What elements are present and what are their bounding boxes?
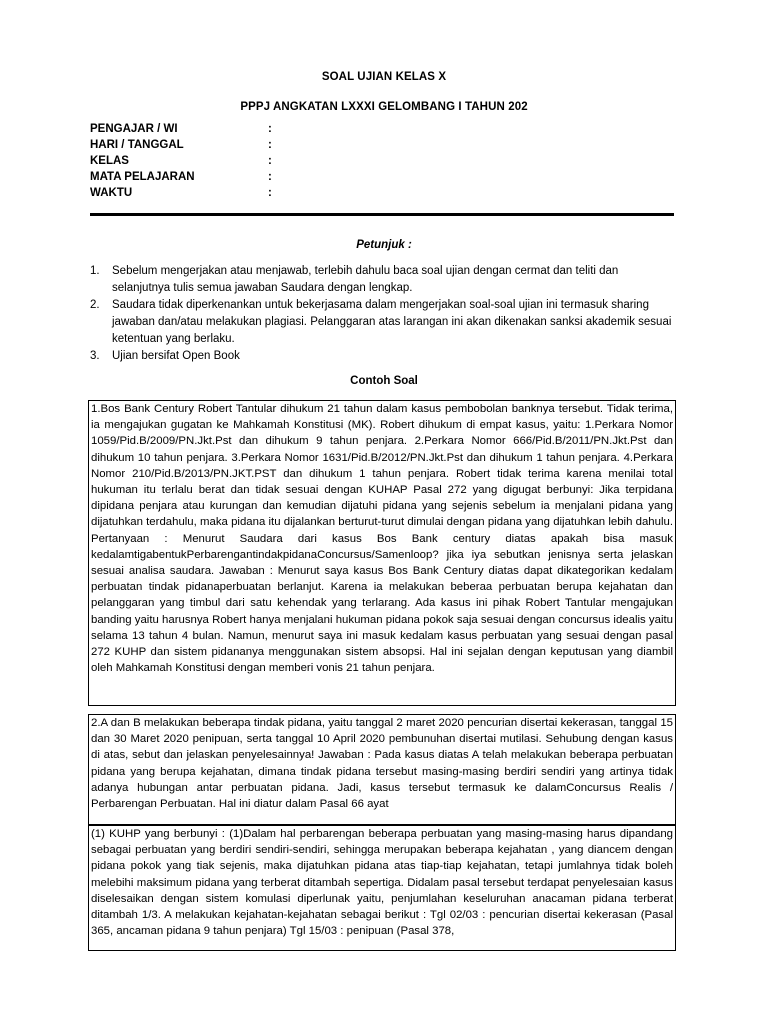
form-label: WAKTU [90,187,133,199]
instruction-item [90,263,674,297]
instruction-text: Ujian bersifat Open Book [112,350,240,362]
instruction-number: 3. [90,350,100,362]
form-row-hari-tanggal [90,137,280,153]
example-question-2-continued: (1) KUHP yang berbunyi : (1)Dalam hal perbarengan beberapa perbuatan yang masing-masing harus dipandang sebagai perbuatan yang berdiri sendiri-sendiri, sehingga merupakan beberapa kejahatan , yang diancem dengan pidana pokok yang tiak sejenis, maka dijatuhkan pidana atas tiap-tiap kejahatan, tetapi jumlahnya tidak boleh melebihi maksimum pidana yang terberat ditambah sepertiga. Didalam pasal tersebut terdapat penyelesaian kasus diselesaikan dengan sistem komulasi diperlunak yaitu, penjumlahan keseluruhan anacaman pidana terberat ditambah 1/3. A melakukan kejahatan-kejahatan sebagai berikut : Tgl 02/03 : pencurian disertai kekerasan (Pasal 365, ancaman pidana 9 tahun penjara) Tgl 15/03 : penipuan (Pasal 378, [88,825,676,951]
instruction-text: Sebelum mengerjakan atau menjawab, terlebih dahulu baca soal ujian dengan cermat dan teliti dan selanjutnya tulis semua jawaban Saudara dengan lengkap. [112,265,619,294]
form-row-waktu [90,185,280,201]
example-question-2: 2.A dan B melakukan beberapa tindak pidana, yaitu tanggal 2 maret 2020 pencurian disertai kekerasan, tanggal 15 dan 30 Maret 2020 penipuan, serta tanggal 10 April 2020 pembunuhan disertai mutilasi. Sehubung dengan kasus di atas, sebut dan jelaskan penyelesainnya! Jawaban : Pada kasus diatas A telah melakukan beberapa perbuatan pidana yang berupa kejahatan, dimana tindak pidana tersebut masing-masing berdiri sendiri yang artinya tidak adanya hubungan antar perbuatan pidana. Jadi, kasus tersebut termasuk ke dalamConcursus Realis / Perbarengan Perbuatan. Hal ini diatur dalam Pasal 66 ayat [88,714,676,825]
form-colon: : [268,155,272,167]
document-subtitle: PPPJ ANGKATAN LXXXI GELOMBANG I TAHUN 202 [240,101,528,113]
form-label: PENGAJAR / WI [90,123,178,135]
form-colon: : [268,123,272,135]
exam-info-form [90,121,280,201]
instruction-number: 2. [90,299,100,311]
instruction-text: Saudara tidak diperkenankan untuk bekerjasama dalam mengerjakan soal-soal ujian ini termasuk sharing jawaban dan/atau melakukan plagiasi. Pelanggaran atas larangan ini akan dikenakan sanksi akademik sesuai ketentuan yang berlaku. [112,299,672,345]
form-colon: : [268,187,272,199]
horizontal-divider [90,213,674,216]
instruction-item [90,297,674,348]
instructions-list [90,263,674,365]
form-colon: : [268,139,272,151]
document-title: SOAL UJIAN KELAS X [321,71,447,83]
instruction-number: 1. [90,265,100,277]
form-row-pengajar [90,121,280,137]
form-label: MATA PELAJARAN [90,171,195,183]
example-heading: Contoh Soal [350,375,418,387]
form-colon: : [268,171,272,183]
form-label: KELAS [90,155,129,167]
form-row-mata-pelajaran [90,169,280,185]
form-row-kelas [90,153,280,169]
example-question-1: 1.Bos Bank Century Robert Tantular dihukum 21 tahun dalam kasus pembobolan banknya tersebut. Tidak terima, ia mengajukan gugatan ke Mahkamah Konstitusi (MK). Robert dihukum di empat kasus, yaitu: 1.Perkara Nomor 1059/Pid.B/2009/PN.Jkt.Pst dan dihukum 9 tahun penjara. 2.Perkara Nomor 666/Pid.B/2011/PN.Jkt.Pst dan dihukum 10 tahun penjara. 3.Perkara Nomor 1631/Pid.B/2012/PN.Jkt.Pst dan dihukum 1 tahun penjara. 4.Perkara Nomor 210/Pid.B/2013/PN.JKT.PST dan dihukum 1 tahun penjara. Robert tidak terima karena menilai total hukuman itu terlalu berat dan tidak sesuai dengan KUHAP Pasal 272 yang digugat berbunyi: Jika terpidana dipidana penjara atau kurungan dan kemudian dijatuhi pidana yang sejenis sebelum ia menjalani pidana yang dijatuhkan terdahulu, maka pidana itu dijalankan berturut-turut dimulai dengan pidana yang dijatuhkan lebih dahulu. Pertanyaan : Menurut Saudara dari kasus Bos Bank century diatas apakah bisa masuk kedalamtigabentukPerbarengantindakpidanaConcursus/Samenloop? jika iya sebutkan jenisnya serta jelaskan sesuai analisa saudara. Jawaban : Menurut saya kasus Bos Bank Century diatas dapat dikategorikan kedalam perbuatan tindak pidanaperbuatan berlanjut. Karena ia melakukan beberaa perbuatan berupa kejahatan dan pelanggaran yang timbul dari satu kehendak yang terlarang. Ada kasus ini pihak Robert Tantular mengajukan banding yaitu harusnya Robert hanya menjalani hukuman pidana pokok saja sesuai dengan concursus idealis yaitu selama 13 tahun 4 bulan. Namun, menurut saya ini masuk kedalam kasus perbuatan yang sesuai dengan pasal 272 KUHP dan sistem pidananya menggunakan sistem absopsi. Hal ini sejalan dengan keputusan yang diambil oleh Mahkamah Konstitusi dengan memberi vonis 21 tahun penjara. [88,400,676,706]
instructions-heading: Petunjuk : [356,239,412,251]
form-label: HARI / TANGGAL [90,139,184,151]
instruction-item [90,348,674,365]
